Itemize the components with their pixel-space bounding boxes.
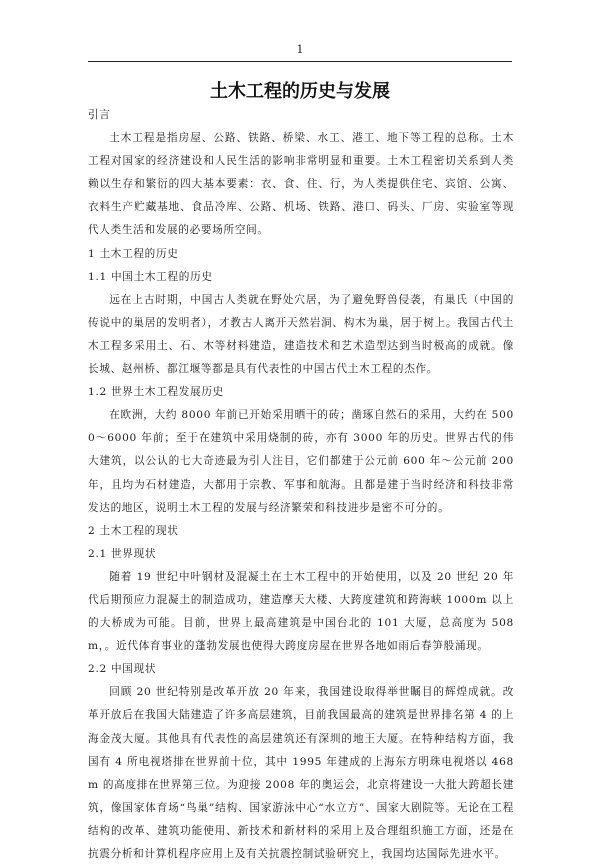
document-title: 土木工程的历史与发展 bbox=[210, 81, 390, 102]
header-rule bbox=[88, 61, 512, 62]
intro-heading: 引言 bbox=[88, 109, 111, 121]
section-2-1-paragraph: 随着 19 世纪中叶钢材及混凝土在土木工程中的开始使用，以及 20 世纪 20 年代后期预应力混凝土的制造成功，建造摩天大楼、大跨度建筑和跨海峡 1000m 以上的大桥成为可能。目前，世界上最高建筑是中国台北的 101 大厦，总高度为 508m，。近代体育事业的蓬勃发展也使得大跨度房屋在世界各地如雨后春笋般涌现。 bbox=[88, 570, 514, 653]
section-1-1-paragraph: 远在上古时期，中国古人类就在野处穴居，为了避免野兽侵袭，有巢氏（中国的传说中的巢居的发明者），才教古人离开天然岩洞、构木为巢，居于树上。我国古代土木工程多采用土、石、木等材料建造，建造技术和艺术造型达到当时极高的成就。像长城、赵州桥、都江堰等都是具有代表性的中国古代土木工程的杰作。 bbox=[88, 293, 514, 376]
section-1-2-paragraph: 在欧洲，大约 8000 年前已开始采用晒干的砖；凿琢自然石的采用，大约在 5000～6000 年前；至于在建筑中采用烧制的砖，亦有 3000 年的历史。世界古代的伟大建筑，以公认的七大奇迹最为引人注目，它们都建于公元前 600 年～公元前 200 年，且均为石材建造，大都用于宗教、军事和航海。且都是建于当时经济和科技非常发达的地区，说明土木工程的发展与经济繁荣和科技进步是密不可分的。 bbox=[88, 409, 514, 514]
section-1-1-heading: 1.1 中国土木工程的历史 bbox=[88, 270, 213, 283]
section-2-heading: 2 土木工程的现状 bbox=[88, 524, 179, 537]
intro-paragraph: 土木工程是指房屋、公路、铁路、桥梁、水工、港工、地下等工程的总称。土木工程对国家的经济建设和人民生活的影响非常明显和重要。土木工程密切关系到人类赖以生存和繁衍的四大基本要素：衣、食、住、行，为人类提供住宅、宾馆、公寓、衣料生产贮藏基地、食品冷库、公路、机场、铁路、港口、码头、厂房、实验室等现代人类生活和发展的必要场所空间。 bbox=[88, 132, 514, 237]
section-2-1-heading: 2.1 世界现状 bbox=[88, 547, 157, 560]
section-1-heading: 1 土木工程的历史 bbox=[88, 247, 179, 260]
section-2-2-heading: 2.2 中国现状 bbox=[88, 663, 157, 676]
page-number: 1 bbox=[296, 43, 304, 56]
document-body bbox=[88, 104, 514, 866]
section-2-2-paragraph: 回顾 20 世纪特别是改革开放 20 年来，我国建设取得举世瞩目的辉煌成就。改革开放后在我国大陆建造了许多高层建筑，目前我国最高的建筑是世界排名第 4 的上海金茂大厦。其他具有代表性的高层建筑还有深圳的地王大厦。在特种结构方面，我国有 4 所电视塔排在世界前十位，其中 1995 年建成的上海东方明珠电视塔以 468m 的高度排在世界第三位。为迎接 2008 年的奥运会，北京将建设一大批大跨超长建筑，像国家体育场“鸟巢”结构、国家游泳中心“水立方”、国家大剧院等。无论在工程结构的改革、建筑功能使用、新技术和新材料的采用上及合理组织施工方面，还是在抗震分析和计算机程序应用上及有关抗震控制试验研究上，我国均达国际先进水平。 bbox=[88, 686, 514, 860]
section-1-2-heading: 1.2 世界土木工程发展历史 bbox=[88, 386, 224, 399]
